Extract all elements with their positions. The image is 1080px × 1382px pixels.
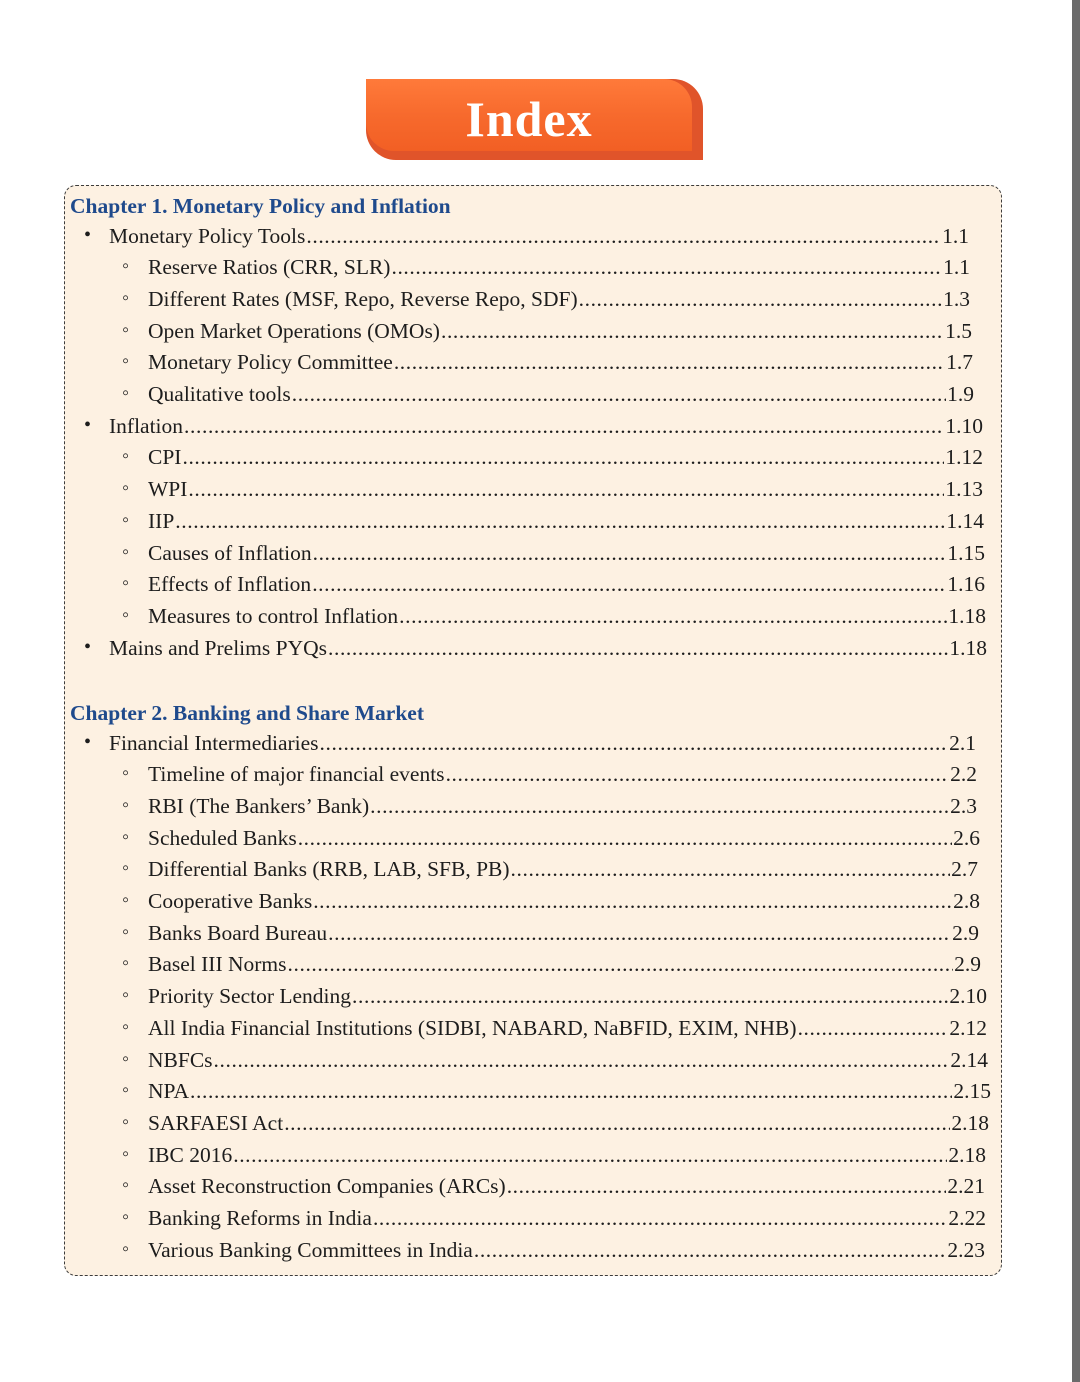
sub-bullet-icon: ◦ [122, 762, 130, 785]
toc-entry-label: Scheduled Banks [148, 825, 297, 850]
bullet-icon: • [84, 223, 92, 246]
toc-entry-page: 1.7 [946, 350, 973, 375]
sub-bullet-icon: ◦ [122, 603, 130, 626]
toc-entry[interactable] [122, 1015, 987, 1046]
toc-entry-page: 2.1 [949, 730, 976, 755]
dot-leader [474, 1238, 947, 1263]
toc-entry[interactable] [122, 477, 983, 507]
toc-entry[interactable] [122, 1174, 985, 1204]
toc-entry[interactable] [84, 223, 969, 254]
toc-entry[interactable] [122, 1237, 985, 1268]
toc-entry-page: 2.9 [954, 952, 981, 977]
toc-entry-label: Priority Sector Lending [148, 984, 352, 1009]
toc-entry[interactable] [122, 382, 974, 412]
toc-entry-page: 2.22 [948, 1206, 986, 1230]
toc-entry[interactable] [122, 1206, 986, 1236]
dot-leader [320, 731, 949, 756]
toc-entry[interactable] [84, 730, 976, 761]
toc-entry-label: Causes of Inflation [148, 540, 312, 565]
toc-entry[interactable] [122, 350, 973, 380]
toc-entry[interactable] [122, 984, 987, 1014]
toc-entry-page: 2.3 [950, 793, 977, 818]
toc-entry-label: SARFAESI Act [148, 1110, 284, 1135]
dot-leader [370, 794, 949, 819]
page-title: Index [465, 91, 593, 147]
toc-entry-label: Basel III Norms [148, 952, 287, 977]
toc-entry-label: Asset Reconstruction Companies (ARCs) [148, 1174, 506, 1199]
sub-bullet-icon: ◦ [122, 508, 130, 531]
toc-entry-label: Banks Board Bureau [148, 920, 328, 945]
sub-bullet-icon: ◦ [122, 382, 130, 404]
sub-bullet-icon: ◦ [122, 825, 130, 848]
toc-entry[interactable] [122, 1142, 986, 1173]
sub-bullet-icon: ◦ [122, 1047, 130, 1070]
dot-leader [446, 762, 950, 787]
toc-entry[interactable] [122, 572, 985, 602]
bullet-icon: • [84, 730, 92, 753]
toc-entry[interactable] [122, 825, 980, 856]
dot-leader [399, 604, 947, 629]
toc-entry-label: Financial Intermediaries [109, 730, 319, 755]
toc-entry-label: Reserve Ratios (CRR, SLR) [148, 255, 391, 280]
dot-leader [391, 255, 942, 280]
toc-entry-label: Timeline of major financial events [148, 762, 445, 787]
sub-bullet-icon: ◦ [122, 984, 130, 1007]
toc-entry-page: 2.7 [951, 857, 978, 882]
toc-entry-label: Monetary Policy Committee [148, 350, 393, 375]
dot-leader [284, 1111, 950, 1136]
dot-leader [288, 952, 954, 977]
toc-entry[interactable] [122, 318, 972, 349]
toc-entry-page: 1.15 [947, 540, 985, 565]
toc-entry-label: Cooperative Banks [148, 889, 313, 913]
sub-bullet-icon: ◦ [122, 1174, 130, 1197]
bullet-icon: • [84, 635, 92, 658]
toc-entry-page: 1.3 [943, 286, 970, 311]
toc-entry[interactable] [122, 793, 977, 824]
dot-leader [507, 1174, 947, 1199]
sub-bullet-icon: ◦ [122, 1237, 130, 1260]
sub-bullet-icon: ◦ [122, 1142, 130, 1165]
dot-leader [373, 1206, 947, 1231]
toc-entry-label: Differential Banks (RRB, LAB, SFB, PB) [148, 857, 510, 882]
toc-entry-page: 2.18 [948, 1142, 986, 1167]
dot-leader [394, 350, 945, 375]
toc-entry-page: 1.5 [945, 318, 972, 343]
sub-bullet-icon: ◦ [122, 793, 130, 816]
toc-entry-page: 1.1 [943, 255, 970, 280]
toc-entry-page: 1.10 [945, 413, 983, 438]
dot-leader [182, 445, 944, 470]
toc-entry-page: 2.6 [953, 825, 980, 850]
sub-bullet-icon: ◦ [122, 920, 130, 943]
toc-entry[interactable] [122, 920, 979, 951]
toc-entry-label: Monetary Policy Tools [109, 223, 306, 248]
toc-entry-page: 1.18 [948, 603, 986, 628]
dot-leader [328, 636, 948, 661]
toc-entry-label: IBC 2016 [148, 1142, 233, 1167]
dot-leader [175, 509, 945, 534]
toc-entry-page: 2.23 [947, 1237, 985, 1262]
index-banner [366, 79, 703, 160]
sub-bullet-icon: ◦ [122, 1110, 130, 1133]
toc-entry[interactable] [122, 603, 986, 634]
toc-entry[interactable] [122, 508, 984, 539]
toc-entry-label: Various Banking Committees in India [148, 1237, 473, 1262]
chapter-title: Chapter 2. Banking and Share Market [70, 701, 425, 725]
sub-bullet-icon: ◦ [122, 318, 130, 341]
dot-leader [233, 1143, 947, 1168]
dot-leader [511, 857, 951, 882]
toc-entry[interactable] [122, 1110, 989, 1141]
toc-entry-label: Mains and Prelims PYQs [109, 635, 327, 660]
toc-entry-label: RBI (The Bankers’ Bank) [148, 793, 370, 818]
toc-entry-page: 1.12 [945, 445, 983, 470]
sub-bullet-icon: ◦ [122, 540, 130, 563]
sub-bullet-icon: ◦ [122, 445, 130, 468]
dot-leader [214, 1048, 950, 1073]
toc-entry-label: Measures to control Inflation [148, 603, 399, 628]
dot-leader [184, 414, 944, 439]
sub-bullet-icon: ◦ [122, 1015, 130, 1038]
toc-entry[interactable] [122, 889, 980, 919]
dot-leader [188, 477, 944, 502]
toc-entry[interactable] [122, 1079, 991, 1109]
sub-bullet-icon: ◦ [122, 889, 130, 911]
toc-entry[interactable] [122, 762, 977, 792]
toc-entry-label: NPA [148, 1079, 190, 1104]
toc-entry-page: 2.18 [951, 1110, 989, 1135]
toc-entry[interactable] [122, 540, 985, 571]
toc-entry-page: 2.8 [953, 889, 980, 913]
banner-face [366, 79, 692, 151]
bullet-icon: • [84, 413, 92, 436]
dot-leader [298, 826, 952, 851]
toc-entry-page: 1.1 [942, 223, 969, 248]
toc-entry[interactable] [122, 952, 981, 982]
toc-entry[interactable] [122, 857, 978, 887]
toc-entry-label: WPI [148, 477, 188, 502]
dot-leader [313, 541, 947, 566]
toc-entry-page: 1.14 [946, 508, 984, 533]
toc-entry-label: NBFCs [148, 1047, 213, 1072]
toc-entry-page: 2.9 [952, 920, 979, 945]
sub-bullet-icon: ◦ [122, 1206, 130, 1228]
toc-entry-label: CPI [148, 445, 182, 470]
toc-entry-page: 1.13 [945, 477, 983, 502]
toc-entry-page: 1.18 [949, 635, 987, 660]
toc-entry-label: Qualitative tools [148, 382, 291, 406]
dot-leader [312, 572, 946, 597]
dot-leader [352, 984, 948, 1009]
toc-entry-page: 2.14 [950, 1047, 988, 1072]
page-edge-bar [1072, 0, 1080, 1382]
sub-bullet-icon: ◦ [122, 255, 130, 278]
toc-entry-label: Inflation [109, 413, 184, 438]
chapter-title: Chapter 1. Monetary Policy and Inflation [70, 194, 451, 218]
toc-entry-label: All India Financial Institutions (SIDBI, NABARD, NaBFID, EXIM, NHB) [148, 1015, 797, 1040]
sub-bullet-icon: ◦ [122, 572, 130, 595]
dot-leader [579, 287, 943, 312]
sub-bullet-icon: ◦ [122, 857, 130, 880]
toc-entry-label: Banking Reforms in India [148, 1206, 372, 1230]
dot-leader [306, 224, 941, 249]
dot-leader [798, 1016, 949, 1041]
toc-entry-label: Different Rates (MSF, Repo, Reverse Repo, SDF) [148, 286, 578, 311]
toc-entry-page: 2.12 [949, 1015, 987, 1040]
toc-entry-page: 1.9 [947, 382, 974, 406]
toc-entry[interactable] [84, 635, 987, 666]
toc-entry-label: IIP [148, 508, 175, 533]
toc-entry-label: Effects of Inflation [148, 572, 312, 597]
sub-bullet-icon: ◦ [122, 952, 130, 975]
dot-leader [328, 921, 951, 946]
dot-leader [190, 1079, 952, 1104]
toc-entry-page: 2.15 [953, 1079, 991, 1104]
toc-entry[interactable] [122, 445, 983, 475]
dot-leader [441, 319, 944, 344]
dot-leader [292, 382, 946, 407]
toc-entry[interactable] [122, 1047, 988, 1078]
sub-bullet-icon: ◦ [122, 350, 130, 373]
sub-bullet-icon: ◦ [122, 477, 130, 500]
toc-entry[interactable] [122, 255, 970, 285]
toc-entry[interactable] [84, 413, 983, 444]
toc-entry-page: 2.10 [949, 984, 987, 1009]
toc-entry[interactable] [122, 286, 970, 317]
toc-entry-page: 1.16 [947, 572, 985, 597]
sub-bullet-icon: ◦ [122, 1079, 130, 1102]
toc-entry-page: 2.2 [950, 762, 977, 787]
sub-bullet-icon: ◦ [122, 286, 130, 309]
dot-leader [313, 889, 952, 914]
toc-entry-label: Open Market Operations (OMOs) [148, 318, 440, 343]
toc-entry-page: 2.21 [947, 1174, 985, 1199]
